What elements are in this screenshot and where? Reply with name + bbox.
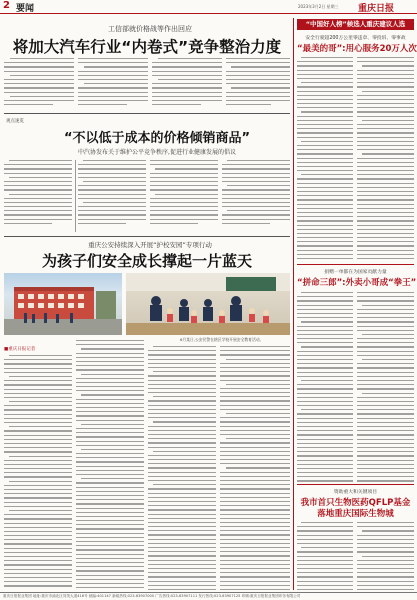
story3-column-4 <box>220 346 290 590</box>
right2-headline: “拼命三郎”:外卖小哥成“拳王” <box>297 278 417 288</box>
masthead: 重庆日报 <box>358 4 395 14</box>
right1-headline: “最美的哥”:用心服务20万人次 <box>297 44 417 54</box>
school-building-illustration <box>4 273 122 335</box>
right3-headline: 我市首只生物医药QFLP基金 <box>300 498 411 508</box>
story3-column-3 <box>148 346 216 590</box>
divider <box>4 113 290 114</box>
story2-sidebar-text <box>4 160 72 232</box>
story1-column-3 <box>152 58 222 110</box>
divider <box>297 484 414 485</box>
classroom-illustration <box>126 273 290 335</box>
story3-headline: 为孩子们安全成长撑起一片蓝天 <box>41 252 252 270</box>
page-header <box>0 0 417 14</box>
story3-byline: ■重庆日报记者 <box>4 347 36 352</box>
right1-kicker: 安全行驶超200万公里零违章、零投诉、零事故 <box>305 36 406 41</box>
story3-photo-caption: 6月某日,公安民警在辖区学校开展安全教育活动。 <box>180 337 264 342</box>
right3-column-1 <box>297 522 353 590</box>
right2-kicker: 捐赠一单都在为国家贡献力量 <box>324 270 387 275</box>
page-number: 2 <box>3 0 10 11</box>
right1-column-1 <box>297 57 353 262</box>
story2-subhead: 中汽协发布关于维护公平竞争秩序,促进行业健康发展的倡议 <box>78 149 236 156</box>
right-banner: “中国好人榜”候选人重庆建议人选 <box>297 19 414 30</box>
divider <box>297 264 414 265</box>
right3-column-2 <box>357 522 414 590</box>
story2-column-3 <box>222 160 290 232</box>
story3-column-1 <box>4 355 72 590</box>
divider <box>4 236 290 237</box>
main-right-divider <box>293 18 294 590</box>
school-building-photo <box>4 273 122 335</box>
story2-headline: “不以低于成本的价格倾销商品” <box>63 131 251 146</box>
section-title: 要闻 <box>16 4 35 14</box>
story1-column-1 <box>4 58 74 110</box>
story1-kicker: 工信部就价格战等作出回应 <box>108 25 192 33</box>
right3-kicker: 资助重大和关键项目 <box>333 490 378 495</box>
story2-sidebar-label: 观点速览 <box>6 119 24 124</box>
right1-column-2 <box>357 57 414 262</box>
right2-column-1 <box>297 292 353 482</box>
column-divider <box>75 160 76 232</box>
classroom-photo <box>126 273 290 335</box>
story2-column-1 <box>78 160 146 232</box>
story3-kicker: 重庆公安持续深入开展“护校安园”专项行动 <box>88 241 212 249</box>
right2-column-2 <box>357 292 414 482</box>
right3-headline-2: 落地重庆国际生物城 <box>317 509 394 519</box>
page-footer: 重庆日报报业集团 地址:重庆市渝北区同茂大道416号 邮编:401147 新闻热线:023-63907000 广告热线:023-63907111 发行热线:023-63907125 印刷:重庆日报报业集团印务有限公司 <box>0 592 417 600</box>
story2-column-2 <box>150 160 218 232</box>
story1-column-4 <box>226 58 290 110</box>
story1-column-2 <box>78 58 148 110</box>
story1-headline: 将加大汽车行业“内卷式”竞争整治力度 <box>12 38 282 56</box>
story3-column-2 <box>76 340 144 590</box>
issue-date: 2023年3月2日 星期三 <box>298 4 339 9</box>
